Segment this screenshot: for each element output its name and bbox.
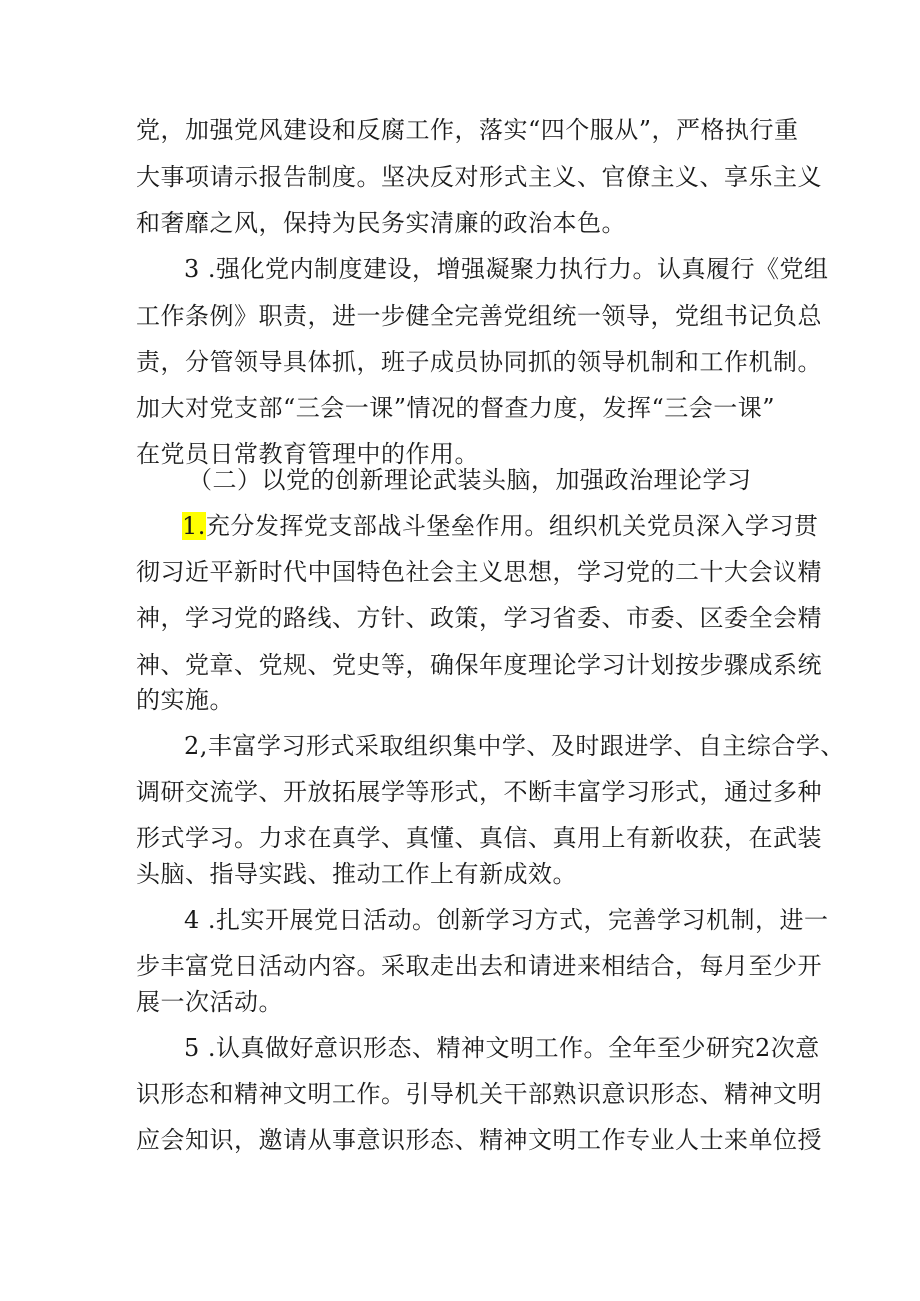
text-line: 党，加强党风建设和反腐工作，落实“四个服从”，严格执行重 bbox=[136, 116, 799, 144]
text-line: 神、党章、党规、党史等，确保年度理论学习计划按步骤成系统 bbox=[136, 651, 822, 679]
highlighted-number: 1. bbox=[182, 512, 206, 540]
text-line: 2,丰富学习形式采取组织集中学、及时跟进学、自主综合学、 bbox=[184, 732, 845, 760]
text-line: 神，学习党的路线、方针、政策，学习省委、市委、区委全会精 bbox=[136, 604, 822, 632]
section-heading: （二）以党的创新理论武装头脑，加强政治理论学习 bbox=[188, 466, 752, 494]
text-line: 应会知识，邀请从事意识形态、精神文明工作专业人士来单位授 bbox=[136, 1126, 822, 1154]
text-line: 形式学习。力求在真学、真懂、真信、真用上有新收获，在武装 bbox=[136, 824, 822, 852]
text-line: 头脑、指导实践、推动工作上有新成效。 bbox=[136, 860, 577, 888]
text-line: 大事项请示报告制度。坚决反对形式主义、官僚主义、享乐主义 bbox=[136, 163, 822, 191]
text-line: 责，分管领导具体抓，班子成员协同抓的领导机制和工作机制。 bbox=[136, 348, 822, 376]
text-line: 调研交流学、开放拓展学等形式，不断丰富学习形式，通过多种 bbox=[136, 778, 822, 806]
text-line: 5 .认真做好意识形态、精神文明工作。全年至少研究2次意 bbox=[184, 1034, 820, 1062]
text-line: 展一次活动。 bbox=[136, 988, 283, 1016]
text-line: 彻习近平新时代中国特色社会主义思想，学习党的二十大会议精 bbox=[136, 558, 822, 586]
text-line: 识形态和精神文明工作。引导机关干部熟识意识形态、精神文明 bbox=[136, 1080, 822, 1108]
text-line: 4 .扎实开展党日活动。创新学习方式，完善学习机制，进一 bbox=[184, 906, 829, 934]
text-line: 和奢靡之风，保持为民务实清廉的政治本色。 bbox=[136, 209, 626, 237]
text-line: 步丰富党日活动内容。采取走出去和请进来相结合，每月至少开 bbox=[136, 952, 822, 980]
text-line: 1.充分发挥党支部战斗堡垒作用。组织机关党员深入学习贯 bbox=[182, 512, 819, 540]
text-line: 在党员日常教育管理中的作用。 bbox=[136, 440, 479, 468]
text-line: 工作条例》职责，进一步健全完善党组统一领导，党组书记负总 bbox=[136, 302, 822, 330]
text-line: 的实施。 bbox=[136, 686, 234, 714]
text-line: 加大对党支部“三会一课”情况的督查力度，发挥“三会一课” bbox=[136, 394, 776, 422]
text-line: 3 .强化党内制度建设，增强凝聚力执行力。认真履行《党组 bbox=[184, 255, 829, 283]
